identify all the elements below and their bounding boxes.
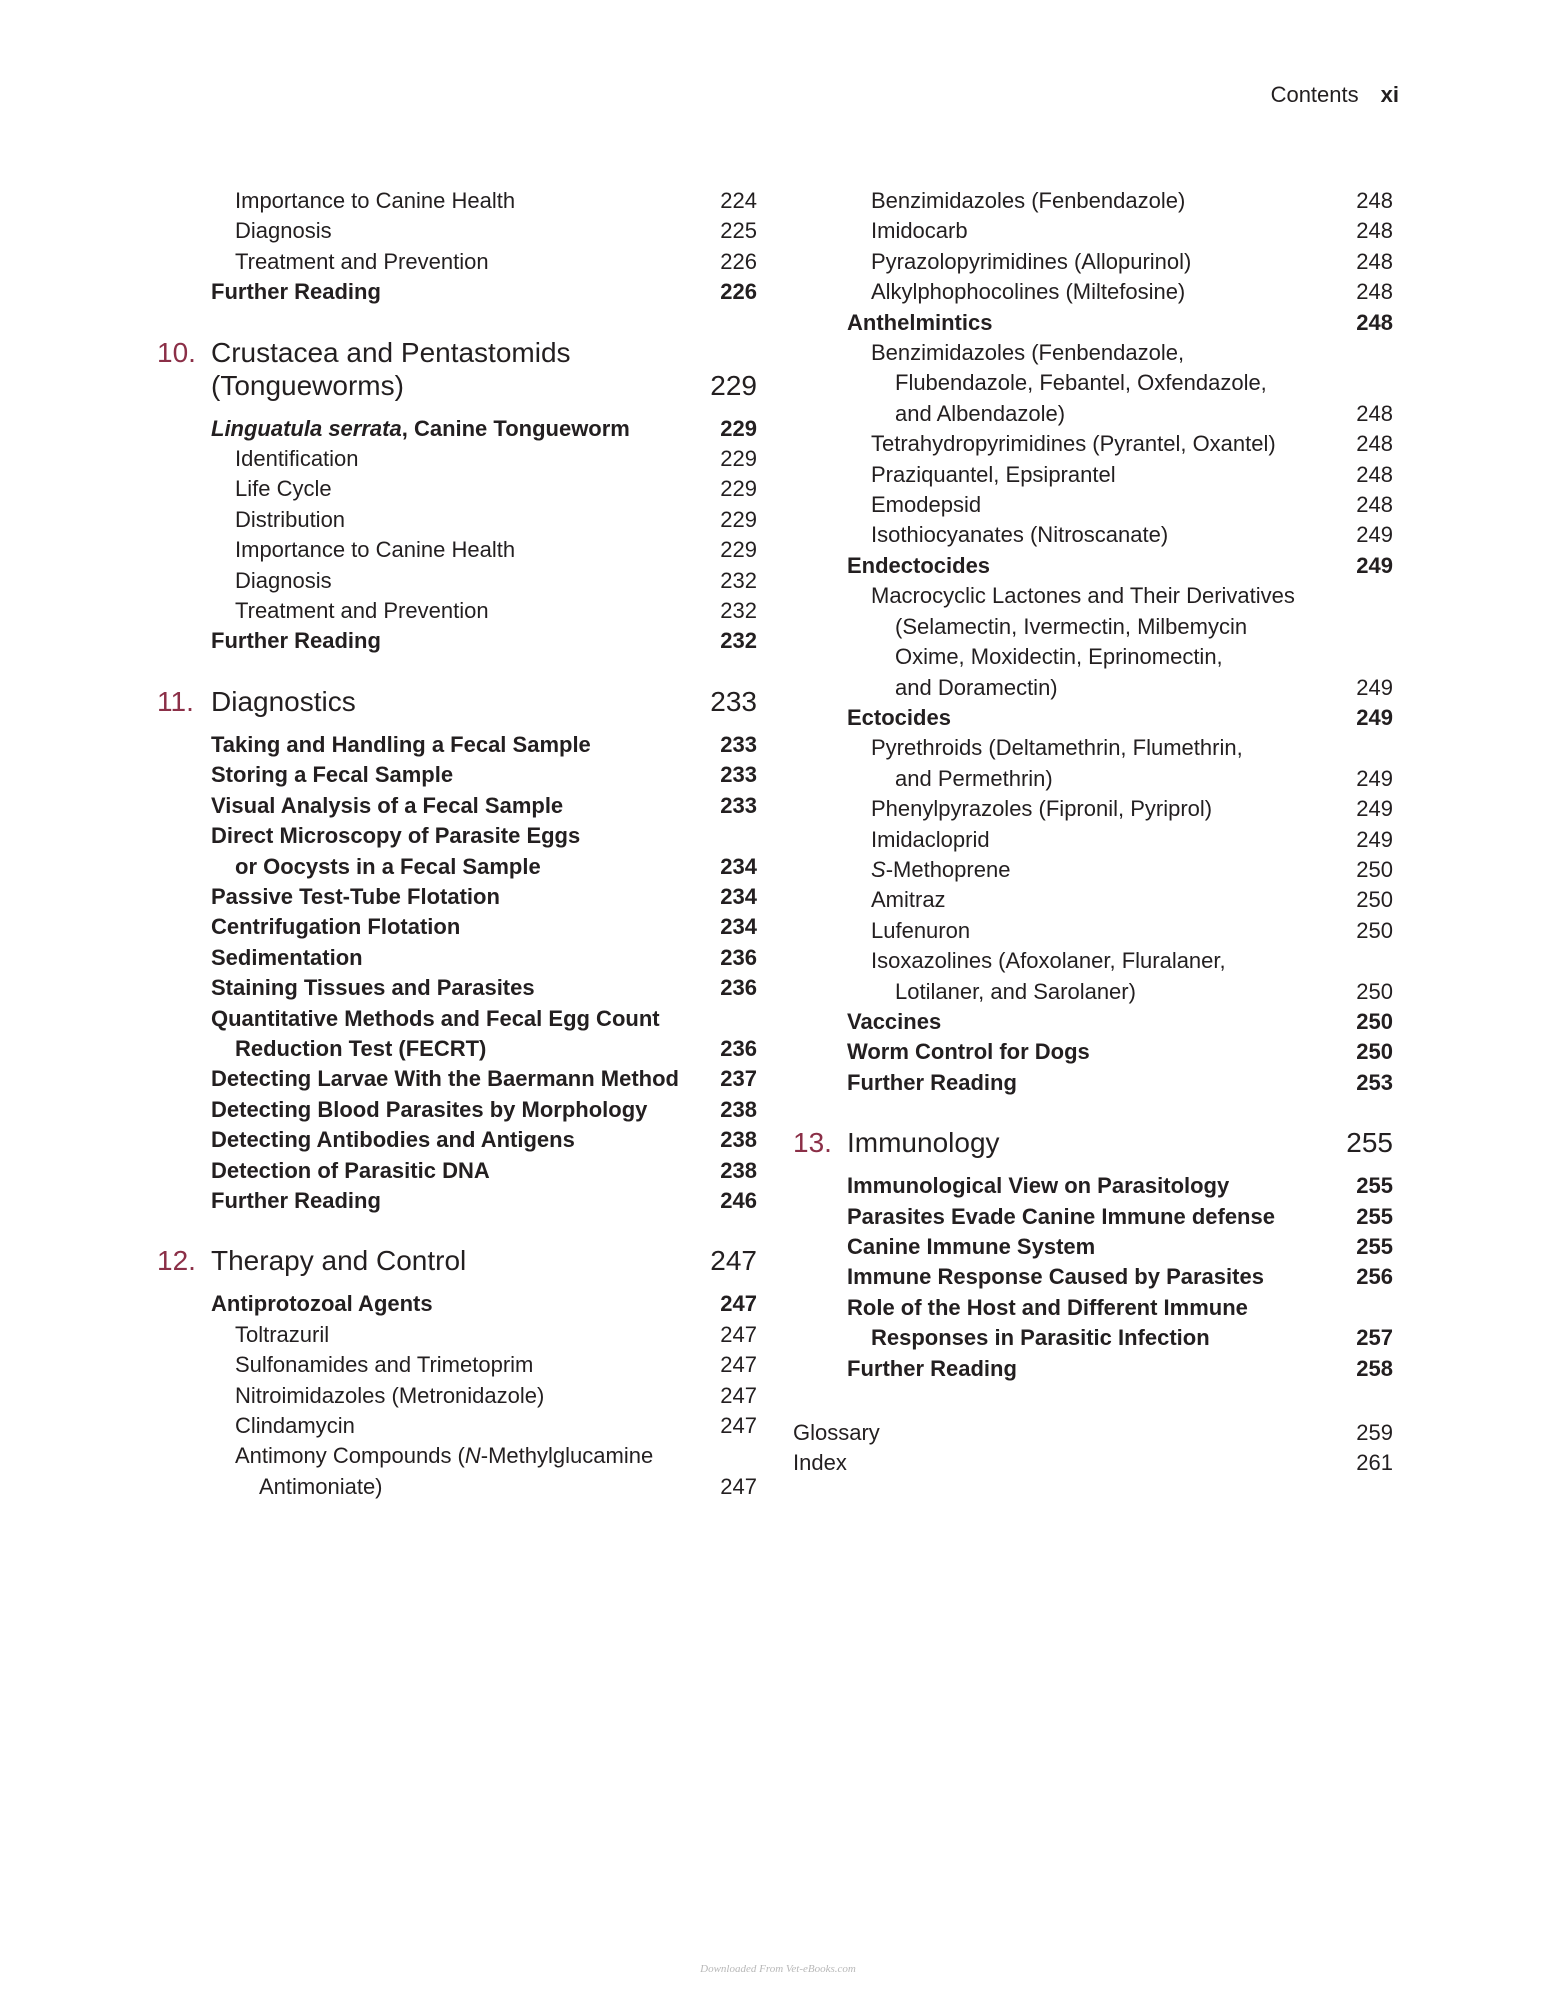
toc-entry-page: 233 — [720, 731, 757, 757]
toc-entry[interactable] — [793, 825, 1393, 855]
toc-entry-page: 248 — [1356, 400, 1393, 426]
toc-entry-title-continued: (Selamectin, Ivermectin, Milbemycin — [895, 613, 1248, 639]
toc-entry[interactable] — [157, 444, 757, 474]
toc-entry-page: 248 — [1356, 431, 1393, 457]
toc-entry[interactable] — [793, 1354, 1393, 1384]
toc-entry[interactable] — [157, 791, 757, 821]
toc-entry-title-continued: Lotilaner, and Sarolaner) — [895, 978, 1136, 1004]
toc-entry[interactable] — [157, 821, 757, 882]
toc-entry-title: Antiprotozoal Agents — [211, 1291, 433, 1317]
toc-entry-page: 248 — [1356, 188, 1393, 213]
toc-entry-title: Detecting Larvae With the Baermann Method — [211, 1066, 679, 1092]
toc-entry-title-b: -Methylglucamine — [480, 1443, 654, 1469]
toc-entry[interactable] — [793, 1171, 1393, 1201]
chapter-number: 13. — [793, 1127, 832, 1159]
toc-entry[interactable] — [793, 1293, 1393, 1354]
chapter-heading-12[interactable] — [157, 1244, 757, 1277]
toc-entry-page: 247 — [720, 1321, 757, 1347]
toc-entry-page: 226 — [720, 248, 757, 274]
toc-entry-title: Importance to Canine Health — [235, 537, 516, 563]
toc-entry-title: Staining Tissues and Parasites — [211, 975, 535, 1001]
toc-entry[interactable] — [793, 277, 1393, 307]
toc-entry-title: Amitraz — [871, 887, 946, 913]
toc-entry[interactable] — [793, 946, 1393, 1007]
toc-entry[interactable] — [793, 551, 1393, 581]
toc-entry-page: 249 — [1356, 796, 1393, 822]
toc-entry-index[interactable] — [793, 1448, 1393, 1478]
toc-entry-title: Benzimidazoles (Fenbendazole, — [871, 340, 1185, 366]
toc-entry-title: Isoxazolines (Afoxolaner, Fluralaner, — [871, 948, 1226, 974]
chapter-title-line1: Crustacea and Pentastomids — [211, 336, 571, 368]
toc-entry-title: Endectocides — [847, 552, 991, 578]
toc-entry-title: , Canine Tongueworm — [401, 415, 630, 441]
running-header — [1271, 82, 1399, 108]
chapter-page: 255 — [1346, 1127, 1393, 1159]
toc-entry-title: Alkylphophocolines (Miltefosine) — [871, 279, 1186, 305]
toc-entry[interactable] — [157, 596, 757, 626]
toc-entry-page: 247 — [720, 1352, 757, 1378]
toc-entry[interactable] — [157, 943, 757, 973]
toc-entry[interactable] — [157, 1350, 757, 1380]
toc-entry-page: 250 — [1356, 856, 1393, 882]
toc-entry[interactable] — [793, 1232, 1393, 1262]
toc-entry-page: 237 — [720, 1066, 757, 1092]
toc-entry[interactable] — [793, 186, 1393, 216]
chapter-page: 233 — [710, 685, 757, 717]
toc-entry-title: Diagnosis — [235, 567, 332, 593]
toc-entry-title: Macrocyclic Lactones and Their Derivatives — [871, 583, 1295, 609]
toc-entry-page: 247 — [720, 1382, 757, 1408]
toc-entry-page: 248 — [1356, 218, 1393, 244]
toc-entry-title: Isothiocyanates (Nitroscanate) — [871, 522, 1169, 548]
toc-entry[interactable] — [793, 338, 1393, 429]
toc-entry-page: 258 — [1356, 1355, 1393, 1381]
toc-entry-page: 238 — [720, 1127, 757, 1153]
toc-entry-title-italic: S — [871, 856, 886, 882]
toc-entry-title-continued: and Doramectin) — [895, 674, 1058, 700]
toc-entry-page: 249 — [1356, 765, 1393, 791]
toc-entry-page: 234 — [720, 914, 757, 940]
toc-entry-page: 250 — [1356, 1039, 1393, 1065]
toc-entry[interactable] — [157, 1095, 757, 1125]
toc-entry-title: Worm Control for Dogs — [847, 1039, 1090, 1065]
chapter-number: 11. — [157, 685, 194, 717]
chapter-page: 229 — [710, 369, 757, 401]
toc-entry[interactable] — [157, 912, 757, 942]
toc-entry[interactable] — [793, 429, 1393, 459]
toc-entry-page: 249 — [1356, 704, 1393, 730]
toc-entry-page: 238 — [720, 1157, 757, 1183]
chapter-page: 247 — [710, 1245, 757, 1277]
toc-entry-page: 232 — [720, 628, 757, 654]
toc-entry-page: 248 — [1356, 492, 1393, 518]
chapter-title: Diagnostics — [211, 685, 356, 717]
toc-entry-title: Praziquantel, Epsiprantel — [871, 461, 1116, 487]
toc-entry-page: 224 — [720, 188, 757, 213]
toc-entry-page: 248 — [1356, 461, 1393, 487]
toc-entry[interactable] — [157, 1125, 757, 1155]
toc-entry-title: Sedimentation — [211, 944, 363, 970]
toc-entry-title: Tetrahydropyrimidines (Pyrantel, Oxantel) — [871, 431, 1276, 457]
toc-entry-page: 225 — [720, 218, 757, 244]
toc-entry-title: Immunological View on Parasitology — [847, 1173, 1230, 1199]
toc-entry-title: Index — [793, 1450, 847, 1476]
toc-entry-title: Emodepsid — [871, 492, 982, 518]
toc-entry-page: 238 — [720, 1096, 757, 1122]
toc-entry[interactable] — [793, 885, 1393, 915]
toc-entry-page: 236 — [720, 1035, 757, 1061]
toc-entry-title: Further Reading — [211, 279, 381, 305]
download-watermark: Downloaded From Vet-eBooks.com — [700, 1963, 856, 1975]
toc-entry-title: Direct Microscopy of Parasite Eggs — [211, 823, 581, 849]
toc-entry-title: Treatment and Prevention — [235, 248, 489, 274]
toc-entry[interactable] — [157, 1441, 757, 1502]
toc-entry[interactable] — [157, 626, 757, 656]
toc-entry-page: 226 — [720, 279, 757, 305]
toc-entry-title: Imidacloprid — [871, 826, 990, 852]
toc-entry[interactable] — [793, 855, 1393, 885]
toc-entry-page: 255 — [1356, 1234, 1393, 1259]
toc-entry-page: 255 — [1356, 1203, 1393, 1229]
toc-entry[interactable] — [793, 916, 1393, 946]
toc-entry-page: 250 — [1356, 917, 1393, 943]
toc-entry[interactable] — [157, 1289, 757, 1319]
toc-entry-page: 247 — [720, 1473, 757, 1499]
toc-entry[interactable] — [793, 1262, 1393, 1292]
toc-entry[interactable] — [157, 186, 757, 216]
toc-entry-page: 233 — [720, 792, 757, 818]
toc-entry-page: 232 — [720, 598, 757, 624]
toc-entry-page: 249 — [1356, 552, 1393, 578]
toc-entry[interactable] — [157, 566, 757, 596]
toc-entry-page: 232 — [720, 567, 757, 593]
chapter-number: 10. — [157, 336, 196, 368]
toc-entry-title: Lufenuron — [871, 917, 971, 943]
toc-entry[interactable] — [793, 216, 1393, 246]
toc-entry-title: Storing a Fecal Sample — [211, 762, 454, 788]
chapter-heading-13[interactable] — [793, 1126, 1393, 1159]
toc-entry-title: Sulfonamides and Trimetoprim — [235, 1352, 534, 1378]
toc-entry-title: Detecting Blood Parasites by Morphology — [211, 1096, 648, 1122]
toc-entry-title: Quantitative Methods and Fecal Egg Count — [211, 1005, 660, 1031]
toc-entry[interactable] — [157, 414, 757, 444]
toc-entry[interactable] — [157, 1156, 757, 1186]
toc-entry-title: Vaccines — [847, 1008, 942, 1034]
toc-entry-title: Pyrethroids (Deltamethrin, Flumethrin, — [871, 735, 1243, 761]
toc-entry-page: 259 — [1356, 1420, 1393, 1446]
toc-entry-title-continued: and Albendazole) — [895, 400, 1066, 426]
toc-entry-page: 236 — [720, 975, 757, 1001]
toc-entry-page: 255 — [1356, 1173, 1393, 1199]
toc-entry-page: 248 — [1356, 248, 1393, 274]
toc-entry[interactable] — [793, 460, 1393, 490]
toc-entry-title-italic: N — [464, 1443, 481, 1469]
toc-entry-page: 261 — [1356, 1450, 1393, 1476]
toc-entry-page: 248 — [1356, 309, 1393, 335]
toc-entry[interactable] — [793, 794, 1393, 824]
toc-entry-title: Immune Response Caused by Parasites — [847, 1264, 1264, 1290]
toc-entry-title: Taking and Handling a Fecal Sample — [211, 731, 591, 757]
toc-entry-page: 229 — [720, 506, 757, 532]
header-section: Contents — [1270, 82, 1359, 107]
toc-entry-title-continued: Antimoniate) — [259, 1473, 383, 1499]
toc-entry-title: Diagnosis — [235, 218, 332, 244]
toc-entry-page: 229 — [720, 446, 757, 472]
toc-entry-page: 234 — [720, 883, 757, 909]
toc-entry-title: Canine Immune System — [847, 1234, 1096, 1259]
toc-entry[interactable] — [793, 1068, 1393, 1098]
toc-entry[interactable] — [157, 535, 757, 565]
toc-left-column — [157, 186, 757, 1502]
toc-entry-page: 247 — [720, 1291, 757, 1317]
toc-entry-page: 249 — [1356, 522, 1393, 548]
toc-entry-title: Glossary — [793, 1420, 880, 1446]
chapter-title: Immunology — [847, 1127, 1000, 1159]
toc-entry-title: Toltrazuril — [235, 1321, 330, 1347]
toc-entry[interactable] — [793, 520, 1393, 550]
toc-entry-title: Treatment and Prevention — [235, 598, 489, 624]
toc-entry-page: 249 — [1356, 674, 1393, 700]
toc-entry-page: 250 — [1356, 978, 1393, 1004]
chapter-title: Therapy and Control — [211, 1245, 467, 1277]
toc-entry-title: Nitroimidazoles (Metronidazole) — [235, 1382, 545, 1408]
toc-entry[interactable] — [157, 505, 757, 535]
toc-entry-title: Benzimidazoles (Fenbendazole) — [871, 188, 1186, 213]
toc-entry[interactable] — [793, 1202, 1393, 1232]
toc-entry-title: Identification — [235, 446, 359, 472]
header-page-number: xi — [1380, 82, 1399, 107]
chapter-heading-10[interactable] — [157, 336, 757, 402]
toc-entry[interactable] — [157, 1186, 757, 1216]
toc-entry-title-continued: Oxime, Moxidectin, Eprinomectin, — [895, 644, 1223, 670]
toc-entry-page: 250 — [1356, 1008, 1393, 1034]
toc-entry-title: Further Reading — [211, 628, 381, 654]
toc-entry-title: Centrifugation Flotation — [211, 914, 461, 940]
toc-entry[interactable] — [793, 247, 1393, 277]
toc-entry-page: 229 — [720, 415, 757, 441]
toc-entry-title: Life Cycle — [235, 476, 332, 502]
toc-entry-title: Distribution — [235, 506, 346, 532]
toc-entry-page: 246 — [720, 1187, 757, 1213]
toc-entry-page: 248 — [1356, 279, 1393, 305]
chapter-heading-11[interactable] — [157, 685, 757, 718]
toc-entry-title: Further Reading — [211, 1187, 381, 1213]
toc-entry-title: -Methoprene — [885, 856, 1011, 882]
toc-entry-page: 233 — [720, 762, 757, 788]
toc-entry[interactable] — [793, 581, 1393, 703]
toc-entry[interactable] — [157, 277, 757, 307]
toc-entry-title: Further Reading — [847, 1069, 1017, 1095]
toc-entry-page: 247 — [720, 1413, 757, 1438]
toc-entry-title-continued: or Oocysts in a Fecal Sample — [235, 853, 541, 879]
toc-entry-page: 236 — [720, 944, 757, 970]
toc-entry-title: Detecting Antibodies and Antigens — [211, 1127, 575, 1153]
toc-entry[interactable] — [157, 760, 757, 790]
chapter-title-line2: (Tongueworms) — [211, 369, 404, 401]
toc-entry-title: Clindamycin — [235, 1413, 355, 1438]
toc-right-column — [793, 186, 1393, 1479]
toc-entry-title: Ectocides — [847, 704, 951, 730]
toc-entry-page: 229 — [720, 537, 757, 563]
toc-entry[interactable] — [157, 1320, 757, 1350]
toc-entry-title: Phenylpyrazoles (Fipronil, Pyriprol) — [871, 796, 1213, 822]
toc-entry[interactable] — [157, 247, 757, 277]
toc-entry[interactable] — [793, 1007, 1393, 1037]
toc-entry-title: Detection of Parasitic DNA — [211, 1157, 490, 1183]
toc-entry-title: Imidocarb — [871, 218, 968, 244]
toc-entry-title-italic: Linguatula serrata — [211, 415, 402, 441]
toc-entry-title: Pyrazolopyrimidines (Allopurinol) — [871, 248, 1192, 274]
toc-entry-page: 250 — [1356, 887, 1393, 913]
toc-entry[interactable] — [157, 1064, 757, 1094]
toc-entry-title-continued: and Permethrin) — [895, 765, 1053, 791]
toc-entry-page: 249 — [1356, 826, 1393, 852]
toc-entry-glossary[interactable] — [793, 1418, 1393, 1448]
toc-entry-page: 257 — [1356, 1325, 1393, 1351]
toc-entry[interactable] — [157, 882, 757, 912]
toc-entry[interactable] — [157, 1004, 757, 1065]
toc-entry-title: Visual Analysis of a Fecal Sample — [211, 792, 564, 818]
toc-entry[interactable] — [793, 308, 1393, 338]
toc-entry-title-continued: Responses in Parasitic Infection — [871, 1325, 1210, 1351]
toc-entry-title: Role of the Host and Different Immune — [847, 1294, 1248, 1320]
toc-entry[interactable] — [157, 730, 757, 760]
toc-entry[interactable] — [157, 1411, 757, 1441]
toc-entry[interactable] — [793, 1037, 1393, 1067]
toc-entry[interactable] — [157, 973, 757, 1003]
toc-entry[interactable] — [793, 703, 1393, 733]
toc-entry-page: 229 — [720, 476, 757, 502]
toc-entry-page: 253 — [1356, 1069, 1393, 1095]
toc-entry[interactable] — [157, 1381, 757, 1411]
toc-entry-title: Anthelmintics — [847, 309, 993, 335]
toc-entry[interactable] — [157, 216, 757, 246]
toc-entry-title: Antimony Compounds ( — [235, 1443, 465, 1469]
toc-entry-page: 256 — [1356, 1264, 1393, 1290]
toc-entry[interactable] — [157, 474, 757, 504]
toc-entry-title-continued: Reduction Test (FECRT) — [235, 1035, 487, 1061]
toc-entry[interactable] — [793, 733, 1393, 794]
toc-entry-title: Further Reading — [847, 1355, 1017, 1381]
toc-entry[interactable] — [793, 490, 1393, 520]
chapter-number: 12. — [157, 1245, 196, 1277]
toc-entry-title: Parasites Evade Canine Immune defense — [847, 1203, 1275, 1229]
toc-entry-page: 234 — [720, 853, 757, 879]
toc-entry-title: Importance to Canine Health — [235, 188, 516, 213]
toc-entry-title-continued: Flubendazole, Febantel, Oxfendazole, — [895, 370, 1267, 396]
toc-entry-title: Passive Test-Tube Flotation — [211, 883, 500, 909]
